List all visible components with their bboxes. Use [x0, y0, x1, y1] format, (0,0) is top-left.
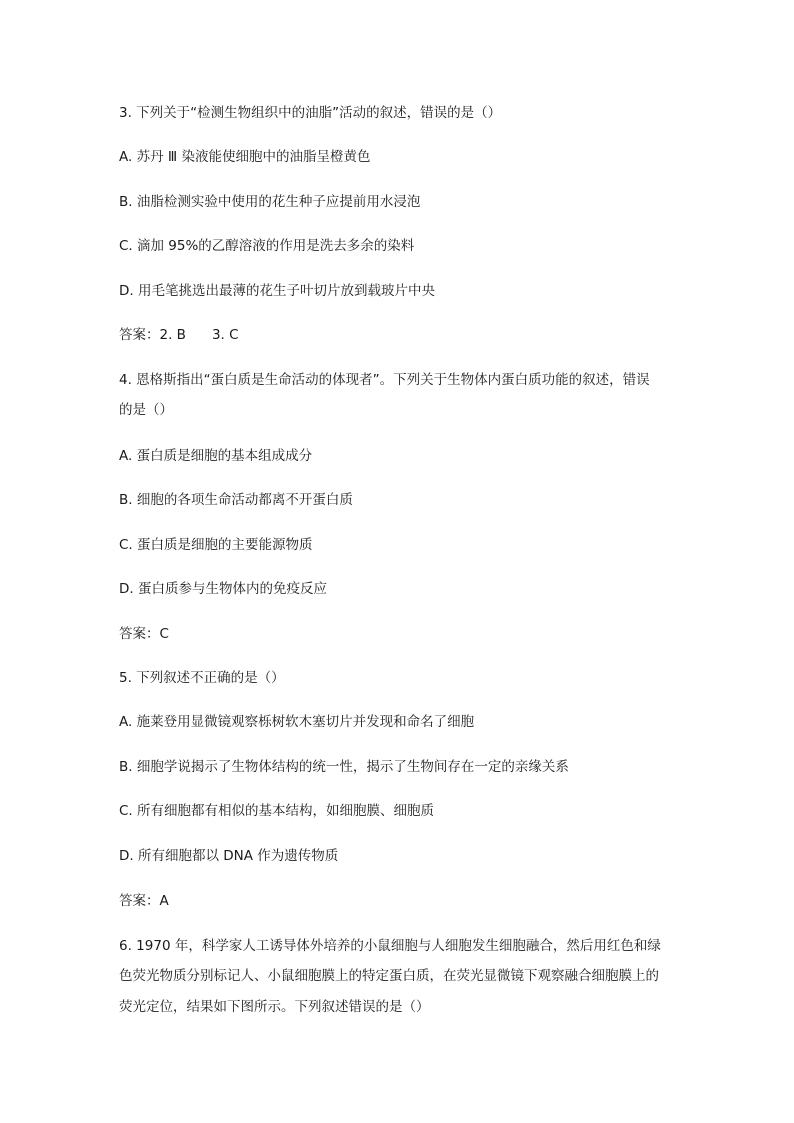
question-4-option-c: C. 蛋白质是细胞的主要能源物质	[119, 537, 313, 553]
question-4-option-b: B. 细胞的各项生命活动都离不开蛋白质	[119, 492, 353, 508]
question-4-option-a: A. 蛋白质是细胞的基本组成成分	[119, 448, 313, 464]
question-6-stem-line-1: 6. 1970 年，科学家人工诱导体外培养的小鼠细胞与人细胞发生细胞融合，然后用红色和绿	[119, 938, 661, 954]
question-4-option-d: D. 蛋白质参与生物体内的免疫反应	[119, 581, 327, 597]
question-4-answer: 答案：C	[119, 626, 169, 642]
question-3-option-a: A. 苏丹 Ⅲ 染液能使细胞中的油脂呈橙黄色	[119, 149, 371, 165]
question-3-stem: 3. 下列关于“检测生物组织中的油脂”活动的叙述，错误的是（）	[119, 105, 502, 121]
question-5-stem: 5. 下列叙述不正确的是（）	[119, 670, 285, 686]
answer-q3: 3. C	[211, 327, 239, 343]
question-5-option-c: C. 所有细胞都有相似的基本结构，如细胞膜、细胞质	[119, 803, 435, 819]
question-6-stem-line-3: 荧光定位，结果如下图所示。下列叙述错误的是（）	[119, 999, 430, 1015]
question-4-stem-line-2: 的是（）	[119, 402, 173, 418]
question-4-stem-line-1: 4. 恩格斯指出“蛋白质是生命活动的体现者”。下列关于生物体内蛋白质功能的叙述，错误	[119, 372, 650, 388]
question-5-option-b: B. 细胞学说揭示了生物体结构的统一性，揭示了生物间存在一定的亲缘关系	[119, 759, 569, 775]
question-3-option-c: C. 滴加 95%的乙醇溶液的作用是洗去多余的染料	[119, 238, 415, 254]
answer-q2: 2. B	[159, 327, 186, 343]
question-3-option-b: B. 油脂检测实验中使用的花生种子应提前用水浸泡	[119, 194, 421, 210]
question-5-option-a: A. 施莱登用显微镜观察栎树软木塞切片并发现和命名了细胞	[119, 714, 475, 730]
answer-2-3	[119, 325, 239, 345]
answer-label: 答案：	[119, 327, 160, 343]
question-5-answer: 答案：A	[119, 893, 169, 909]
question-3-option-d: D. 用毛笔挑选出最薄的花生子叶切片放到载玻片中央	[119, 283, 435, 299]
question-6-stem-line-2: 色荧光物质分别标记人、小鼠细胞膜上的特定蛋白质，在荧光显微镜下观察融合细胞膜上的	[119, 968, 659, 984]
question-5-option-d: D. 所有细胞都以 DNA 作为遗传物质	[119, 848, 339, 864]
